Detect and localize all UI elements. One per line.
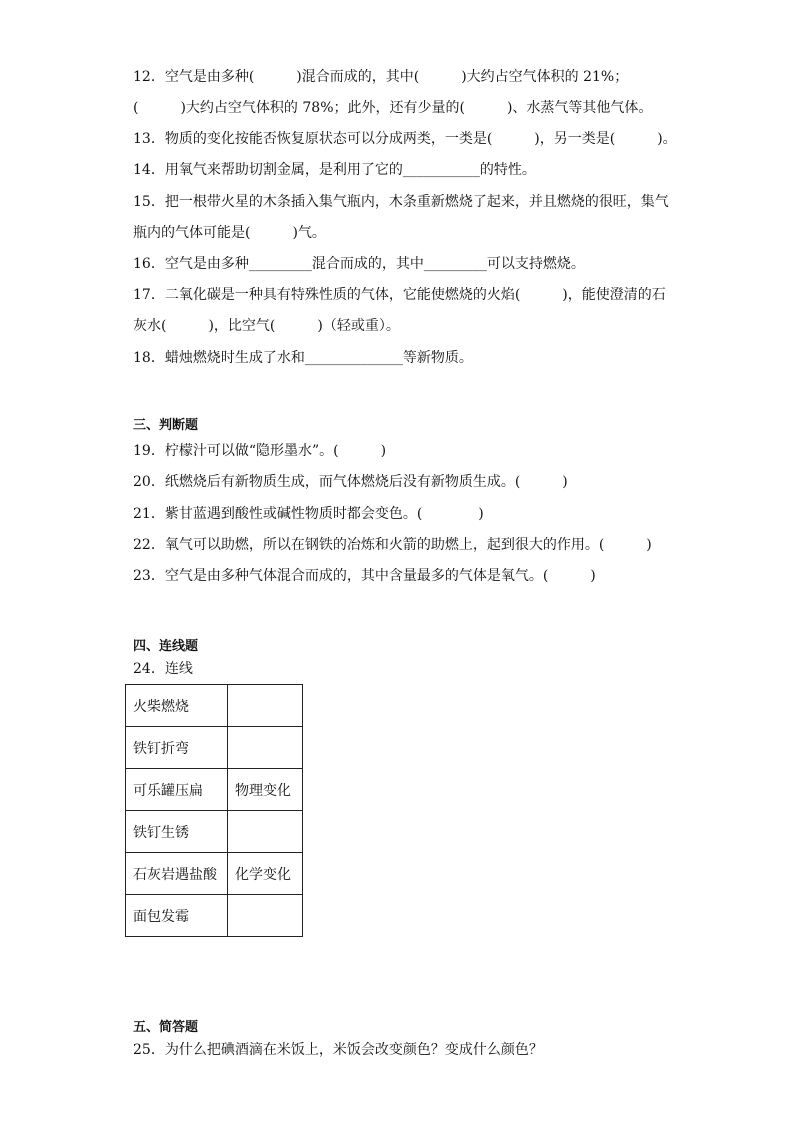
matching-table <box>125 684 303 937</box>
question-16: 16．空气是由多种_________混合而成的，其中_________可以支持燃烧。 <box>133 256 585 272</box>
table-cell-item: 火柴燃烧 <box>126 685 228 727</box>
question-12-line-2: ( )大约占空气体积的 78%；此外，还有少量的( )、水蒸气等其他气体。 <box>133 100 653 116</box>
question-12-line-1: 12．空气是由多种( )混合而成的，其中( )大约占空气体积的 21%； <box>133 69 629 85</box>
table-cell-category <box>228 811 303 853</box>
table-row <box>126 769 303 811</box>
question-17-line-2: 灰水( )，比空气( )（轻或重）。 <box>133 318 400 334</box>
table-row <box>126 811 303 853</box>
question-23: 23．空气是由多种气体混合而成的，其中含量最多的气体是氧气。( ) <box>133 568 596 584</box>
question-15-line-1: 15．把一根带火星的木条插入集气瓶内，木条重新燃烧了起来，并且燃烧的很旺，集气 <box>133 194 669 210</box>
table-cell-category <box>228 895 303 937</box>
table-row <box>126 727 303 769</box>
table-cell-item: 石灰岩遇盐酸 <box>126 853 228 895</box>
table-cell-item: 铁钉折弯 <box>126 727 228 769</box>
section-title-matching: 四、连线题 <box>133 639 199 654</box>
table-row <box>126 685 303 727</box>
question-18: 18．蜡烛燃烧时生成了水和______________等新物质。 <box>133 350 473 366</box>
section-title-true-false: 三、判断题 <box>133 418 199 433</box>
table-cell-category: 物理变化 <box>228 769 303 811</box>
question-20: 20．纸燃烧后有新物质生成，而气体燃烧后没有新物质生成。( ) <box>133 474 568 490</box>
question-19: 19．柠檬汁可以做“隐形墨水”。( ) <box>133 443 387 459</box>
table-cell-category <box>228 685 303 727</box>
question-15-line-2: 瓶内的气体可能是( )气。 <box>133 225 326 241</box>
table-cell-item: 铁钉生锈 <box>126 811 228 853</box>
question-22: 22．氧气可以助燃，所以在钢铁的冶炼和火箭的助燃上，起到很大的作用。( ) <box>133 537 652 553</box>
table-cell-category <box>228 727 303 769</box>
table-cell-item: 面包发霉 <box>126 895 228 937</box>
question-14: 14．用氧气来帮助切割金属，是利用了它的___________的特性。 <box>133 162 536 178</box>
table-cell-item: 可乐罐压扁 <box>126 769 228 811</box>
question-13: 13．物质的变化按能否恢复原状态可以分成两类，一类是( )，另一类是( )。 <box>133 131 677 147</box>
question-21: 21．紫甘蓝遇到酸性或碱性物质时都会变色。( ) <box>133 506 484 522</box>
question-25: 25．为什么把碘酒滴在米饭上，米饭会改变颜色？变成什么颜色？ <box>133 1042 543 1058</box>
table-row <box>126 853 303 895</box>
table-row <box>126 895 303 937</box>
section-title-short-answer: 五、简答题 <box>133 1020 199 1035</box>
table-cell-category: 化学变化 <box>228 853 303 895</box>
question-17-line-1: 17．二氧化碳是一种具有特殊性质的气体，它能使燃烧的火焰( )，能使澄清的石 <box>133 287 666 303</box>
question-24: 24．连线 <box>133 661 193 677</box>
